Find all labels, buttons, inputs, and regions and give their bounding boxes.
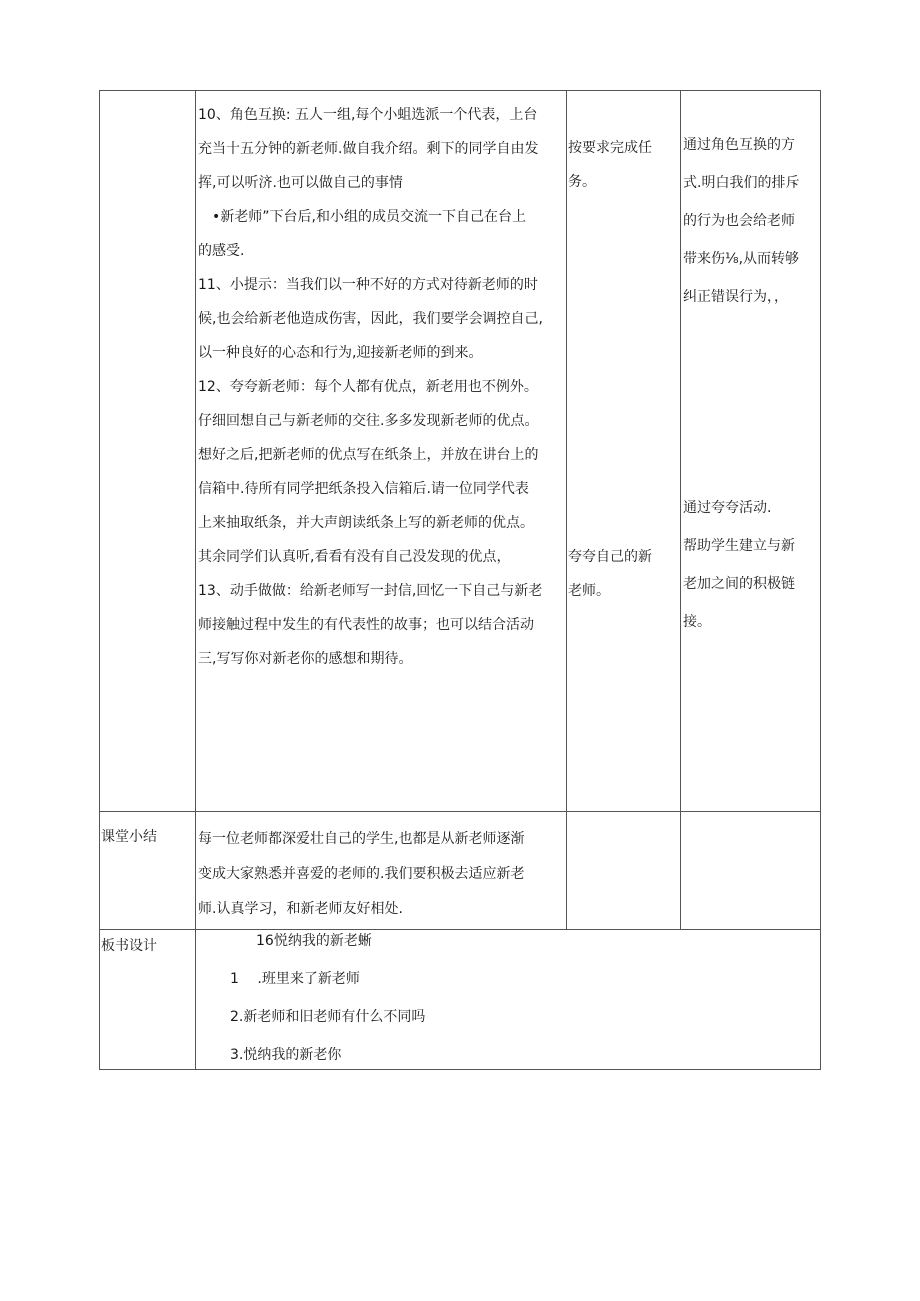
content-line: 其余同学们认真听,看看有没有自己没发现的优点，: [198, 549, 511, 565]
board-title: 16悦纳我的新老蜥: [256, 933, 372, 949]
board-item: [200, 960, 566, 998]
content-line: 想好之后,把新老师的优点写在纸条上，并放在讲台上的: [198, 447, 539, 463]
purpose-1: [683, 126, 819, 316]
summary-content: [198, 822, 564, 927]
board-item-text: .班里来了新老师: [257, 971, 360, 987]
content-line: 上来抽取纸条，并大声朗读纸条上写的新老师的优点。: [198, 515, 534, 531]
content-line: 候,也会给新老他造成伤害，因此，我们要学会调控自己,: [198, 311, 543, 327]
student-line: 老师。: [568, 583, 610, 599]
purpose-line: 通过角色互换的方: [683, 137, 795, 153]
purpose-line: 接。: [683, 614, 711, 630]
purpose-line: 带来伤⅛,从而转够: [683, 251, 800, 267]
content-line: 的感受.: [198, 243, 245, 259]
summary-label-text: 课堂小结: [101, 829, 157, 845]
board-item: 2.新老师和旧老师有什么不同吗: [230, 1009, 426, 1025]
content-line: 10、角色互换: 五人一组,每个小蛆选派一个代表，上台: [198, 107, 538, 123]
content-line: 11、小提示：当我们以一种不好的方式对待新老师的时: [198, 277, 538, 293]
purpose-line: 通过夸夸活动.: [683, 500, 772, 516]
activity-content: [198, 98, 564, 676]
content-line: 13、动手做做：给新老师写一封信,回忆一下自己与新老: [198, 583, 543, 599]
summary-line: 每一位老师都深爱壮自己的学生,也都是从新老师逐渐: [198, 831, 525, 847]
content-line: 挥,可以听济.也可以做自己的事情: [198, 175, 403, 191]
summary-line: 变成大家熟悉并喜爱的老师的.我们要积极去适应新老: [198, 866, 525, 882]
content-line: 仔细回想自己与新老师的交往.多多发现新老师的优点。: [198, 413, 539, 429]
board-label: [101, 929, 193, 963]
content-line: 信箱中.待所有同学把纸条投入信箱后.请一位同学代表: [198, 481, 529, 497]
content-line: 三,写写你对新老你的感想和期待。: [198, 651, 413, 667]
board-item: 3.悦纳我的新老你: [230, 1047, 342, 1063]
content-line: 师接触过程中发生的有代表性的故事；也可以结合活动: [198, 617, 534, 633]
purpose-line: 老加之间的积极链: [683, 576, 795, 592]
purpose-line: 纠正错误行为，，: [683, 289, 788, 305]
content-line: •新老师”下台后,和小组的成员交流一下自己在台上: [212, 209, 526, 225]
board-item-number: 1: [230, 971, 239, 987]
student-line: 按要求完成任: [568, 140, 652, 156]
student-line: 夸夸自己的新: [568, 549, 652, 565]
student-activity-2: [568, 540, 678, 608]
purpose-2: [683, 489, 819, 641]
board-label-text: 板书设计: [101, 938, 157, 954]
table-divider: [195, 90, 196, 1070]
summary-line: 师.认真学习，和新老师友好相处.: [198, 901, 403, 917]
purpose-line: 式.明白我们的排斥: [683, 175, 800, 191]
student-activity-1: [568, 131, 678, 199]
summary-label: [101, 820, 193, 854]
content-line: 12、夸夸新老师：每个人都有优点，新老用也不例外。: [198, 379, 538, 395]
content-line: 以一种良好的心态和行为,迎接新老师的到来。: [198, 345, 483, 361]
purpose-line: 的行为也会给老师: [683, 213, 795, 229]
table-divider: [680, 90, 681, 930]
board-content: [200, 922, 566, 1074]
table-divider: [99, 811, 821, 812]
purpose-line: 帮助学生建立与新: [683, 538, 795, 554]
student-line: 务。: [568, 174, 596, 190]
table-divider: [566, 90, 567, 930]
content-line: 充当十五分钟的新老师.做自我介绍。剩下的同学自由发: [198, 141, 539, 157]
